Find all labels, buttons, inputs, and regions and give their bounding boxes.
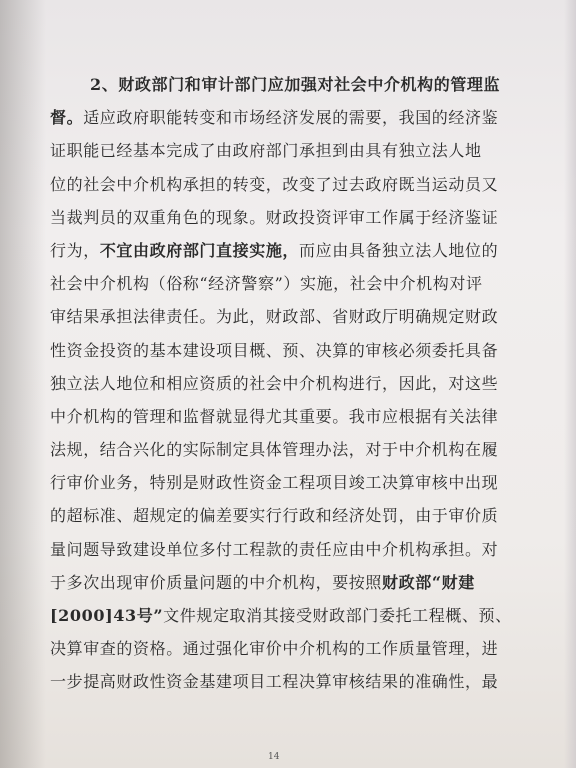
text-line (50, 499, 520, 532)
page-shadow-right (564, 0, 576, 768)
text-line (50, 334, 520, 367)
body-text: 于多次出现审价质量问题的中介机构，要按照 (50, 572, 383, 592)
body-text: 决算审查的资格。通过强化审价中介机构的工作质量管理，进 (50, 639, 499, 659)
body-text: 适应政府职能转变和市场经济发展的需要，我国的经济鉴 (83, 108, 499, 128)
body-text: 文件规定取消其接受财政部门委托工程概、预、 (163, 606, 512, 625)
text-line (50, 101, 520, 134)
text-line (50, 433, 520, 466)
body-text: 量问题导致建设单位多付工程款的责任应由中介机构承担。对 (50, 539, 499, 559)
text-line (50, 466, 520, 499)
text-line (50, 665, 520, 698)
body-text: 法规，结合兴化的实际制定具体管理办法，对于中介机构在履 (50, 440, 499, 460)
document-body (50, 68, 520, 699)
body-text: 行审价业务，特别是财政性资金工程项目竣工决算审核中出现 (50, 473, 499, 493)
text-line (50, 234, 520, 267)
page-number: 14 (268, 752, 280, 762)
bold-text: 财政部“财建 (382, 572, 475, 592)
body-text: 审结果承担法律责任。为此，财政部、省财政厅明确规定财政 (50, 307, 499, 327)
body-text: 性资金投资的基本建设项目概、预、决算的审核必须委托具备 (50, 340, 499, 360)
body-text: 一步提高财政性资金基建项目工程决算审核结果的准确性，最 (50, 672, 499, 692)
body-text: 独立法人地位和相应资质的社会中介机构进行，因此，对这些 (50, 373, 499, 393)
body-text: 社会中介机构（俗称“经济警察”）实施，社会中介机构对评 (50, 274, 483, 294)
text-line (50, 367, 520, 400)
text-line (50, 632, 520, 665)
bold-text: [2000]43号” (50, 606, 164, 625)
text-line (50, 267, 520, 300)
body-text: 而应由具备独立法人地位的 (299, 240, 499, 260)
body-text: 的超标准、超规定的偏差要实行行政和经济处罚，由于审价质 (50, 506, 499, 526)
body-text: 当裁判员的双重角色的现象。财政投资评审工作属于经济鉴证 (50, 207, 499, 227)
body-text: 证职能已经基本完成了由政府部门承担到由具有独立法人地 (50, 141, 482, 161)
text-line (50, 533, 520, 566)
body-text: 行为， (50, 240, 100, 260)
text-line (50, 168, 520, 201)
body-text: 中介机构的管理和监督就显得尤其重要。我市应根据有关法律 (50, 406, 499, 426)
text-line (50, 566, 520, 599)
text-line (50, 201, 520, 234)
text-line (50, 599, 520, 632)
page-shadow-left (0, 0, 46, 768)
text-line (50, 68, 520, 101)
bold-text: 不宜由政府部门直接实施， (99, 240, 300, 260)
bold-text: 督。 (50, 108, 84, 128)
body-text: 位的社会中介机构承担的转变，改变了过去政府既当运动员又 (50, 174, 499, 194)
text-line (50, 134, 520, 167)
bold-text: 2、财政部门和审计部门应加强对社会中介机构的管理监 (90, 75, 501, 94)
text-line (50, 400, 520, 433)
text-line (50, 300, 520, 333)
